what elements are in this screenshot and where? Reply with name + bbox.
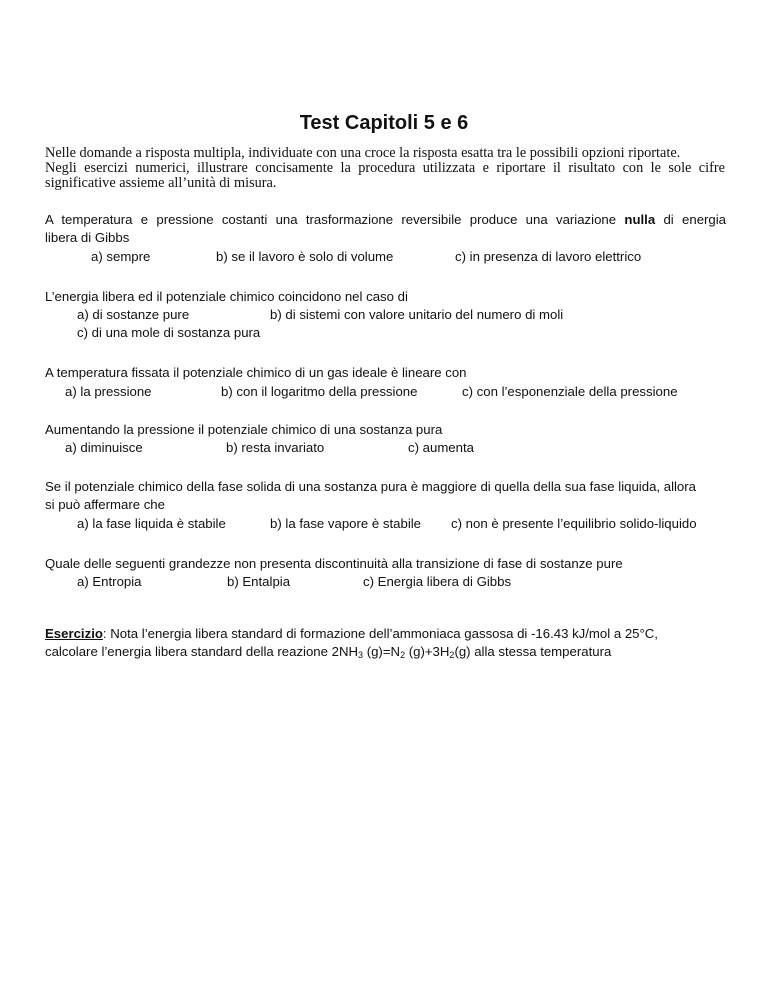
question-2-option-b: b) di sistemi con valore unitario del numero di moli [270,307,564,322]
exercise-label: Esercizio [45,626,103,641]
question-1-option-c: c) in presenza di lavoro elettrico [455,249,642,264]
exercise-line-2 [45,644,611,659]
question-5-option-a: a) la fase liquida è stabile [77,516,226,531]
exercise-line-2-d: (g) alla stessa temperatura [454,644,612,659]
page-title: Test Capitoli 5 e 6 [299,112,469,134]
question-5-option-c: c) non è presente l’equilibrio solido-liquido [451,516,697,531]
exercise-line-1-text: : Nota l’energia libera standard di formazione dell’ammoniaca gassosa di -16.43 kJ/mol a 25°C, [102,626,658,641]
question-4-option-a: a) diminuisce [65,440,143,455]
question-6-text: Quale delle seguenti grandezze non presenta discontinuità alla transizione di fase di sostanze pure [45,556,623,571]
question-1-text-after: di energia [663,212,727,227]
exercise-sub-2: 2 [400,650,406,660]
question-3-option-c: c) con l’esponenziale della pressione [462,384,678,399]
question-1-text [45,212,726,227]
intro-line-2: Negli esercizi numerici, illustrare concisamente la procedura utilizzata e riportare il risultato con le sole cifre [45,160,725,176]
question-5-option-b: b) la fase vapore è stabile [270,516,422,531]
question-6-option-b: b) Entalpia [227,574,291,589]
question-4-option-b: b) resta invariato [226,440,325,455]
exercise-line-1 [45,626,658,641]
question-4-text: Aumentando la pressione il potenziale chimico di una sostanza pura [45,422,443,437]
intro-line-3: significative assieme all’unità di misura. [45,175,277,191]
exercise-line-2-a: calcolare l’energia libera standard della reazione 2NH [45,644,359,659]
exercise-sub-3: 2 [449,650,455,660]
question-6-option-a: a) Entropia [77,574,142,589]
question-2-text: L’energia libera ed il potenziale chimico coincidono nel caso di [45,289,408,304]
intro-line-1: Nelle domande a risposta multipla, individuate con una croce la risposta esatta tra le possibili opzioni riportate. [45,145,681,161]
question-1-text-before: A temperatura e pressione costanti una trasformazione reversibile produce una variazione [45,212,617,227]
question-1-option-b: b) se il lavoro è solo di volume [216,249,394,264]
question-2-option-c: c) di una mole di sostanza pura [77,325,261,340]
question-5-text-line2: si può affermare che [45,497,165,512]
question-4-option-c: c) aumenta [408,440,474,455]
exercise-line-2-c: (g)+3H [405,644,450,659]
question-3-text: A temperatura fissata il potenziale chimico di un gas ideale è lineare con [45,365,467,380]
question-1-text-bold: nulla [624,212,656,227]
question-6-option-c: c) Energia libera di Gibbs [363,574,512,589]
question-1-option-a: a) sempre [91,249,151,264]
question-3-option-a: a) la pressione [65,384,152,399]
question-5-text: Se il potenziale chimico della fase solida di una sostanza pura è maggiore di quella della sua fase liquida, allora [45,479,696,494]
question-1-text-line2: libera di Gibbs [45,230,130,245]
exercise-sub-1: 3 [358,650,364,660]
question-3-option-b: b) con il logaritmo della pressione [221,384,418,399]
exercise-line-2-b: (g)=N [363,644,401,659]
question-2-option-a: a) di sostanze pure [77,307,190,322]
